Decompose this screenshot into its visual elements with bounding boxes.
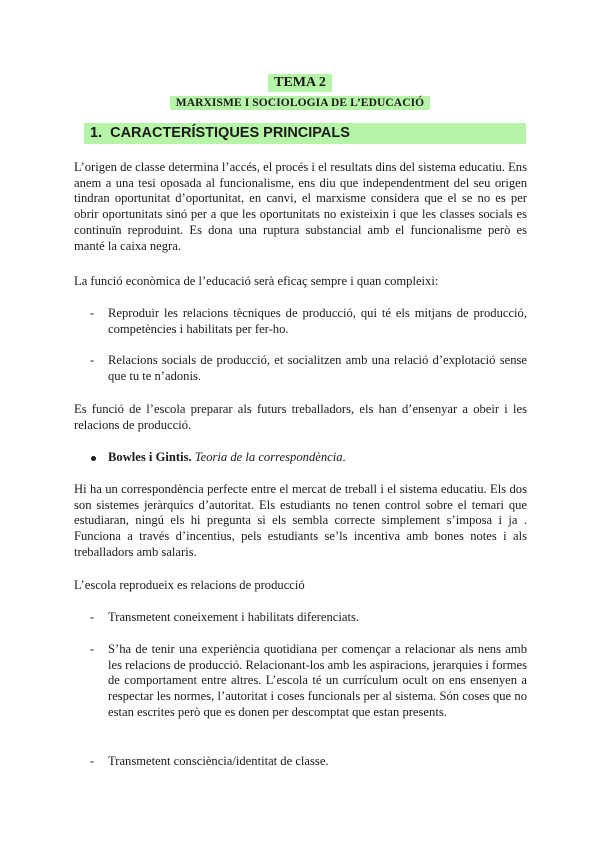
list-item (90, 610, 527, 626)
dash-marker: - (90, 353, 95, 367)
list-item-text: S’ha de tenir una experiència quotidiana per començar a relacionar als nens amb les relacions de producció. Relacionant-los amb les aspiracions, jerarquies i formes de comportament entre altres. L’escola té un currículum ocult on ens ensenyen a respectar les normes, l’autoritat i coses funcionals per al sistema. Són coses que no estan escrites però que es donen per descomptat que estan presents. (108, 642, 527, 719)
list-item-text: Relacions socials de producció, et socialitzen amb una relació d’explotació sense que tu te n’adonis. (108, 353, 527, 383)
paragraph-correspondence: Hi ha un correspondència perfecte entre el mercat de treball i el sistema educatiu. Els dos son sistemes jeràrquics d’autoritat. Els estudiants no tenen control sobre el temari que estudiaran, ningú els hi pregunta si els sembla correcte simplement s’imposa i ja . Funciona a través d’incentius, pels estudiants se’ls incentiva amb bones notes i als treballadors amb salaris. (74, 482, 527, 559)
bullet-end: . (342, 450, 346, 464)
section-title: CARACTERÍSTIQUES PRINCIPALS (110, 125, 350, 141)
title-block (0, 0, 600, 111)
dash-marker: - (90, 306, 95, 320)
topic-subtitle: MARXISME I SOCIOLOGIA DE L’EDUCACIÓ (170, 96, 430, 110)
section-heading (84, 123, 526, 144)
paragraph-school-function: Es funció de l’escola preparar als futurs treballadors, els han d’ensenyar a obeir i les relacions de producció. (74, 402, 527, 432)
dash-marker: - (90, 642, 95, 656)
bullet-theory: Teoria de la correspondència (194, 450, 343, 464)
paragraph-economic-function: La funció econòmica de l’educació serà eficaç sempre i quan compleixi: (74, 274, 439, 288)
list-item-text: Reproduir les relacions tècniques de producció, qui té els mitjans de producció, competències i habilitats per fer-ho. (108, 306, 527, 336)
list-item-text: Transmetent coneixement i habilitats diferenciats. (108, 610, 359, 624)
bullet-item-bowles-gintis (90, 450, 527, 466)
list-item (90, 306, 527, 337)
list-item (90, 353, 527, 384)
paragraph-origin-of-class: L’origen de classe determina l’accés, el procés i el resultats dins del sistema educatiu. Ens anem a una tesi oposada al funcionalisme, ens diu que independentment del seu origen tindran oportunitat d’oportunitat, en canvi, el marxisme considera que el se no es per obrir oportunitats sinó per a que les oportunitats no existeixin i que les classes socials es continuïn reproduint. Es dona una ruptura substancial amb el funcionalisme però es manté la caixa negra. (74, 160, 527, 253)
bullet-authors: Bowles i Gintis. (108, 450, 192, 464)
topic-title: TEMA 2 (268, 74, 332, 92)
list-item-text: Transmetent consciència/identitat de classe. (108, 754, 329, 768)
dash-marker: - (90, 754, 95, 768)
list-item (90, 642, 527, 721)
paragraph-reproduction: L’escola reprodueix es relacions de producció (74, 578, 305, 592)
dash-marker: - (90, 610, 95, 624)
section-number: 1. (90, 125, 103, 141)
bullet-dot-icon (91, 456, 96, 461)
list-item (90, 754, 527, 770)
